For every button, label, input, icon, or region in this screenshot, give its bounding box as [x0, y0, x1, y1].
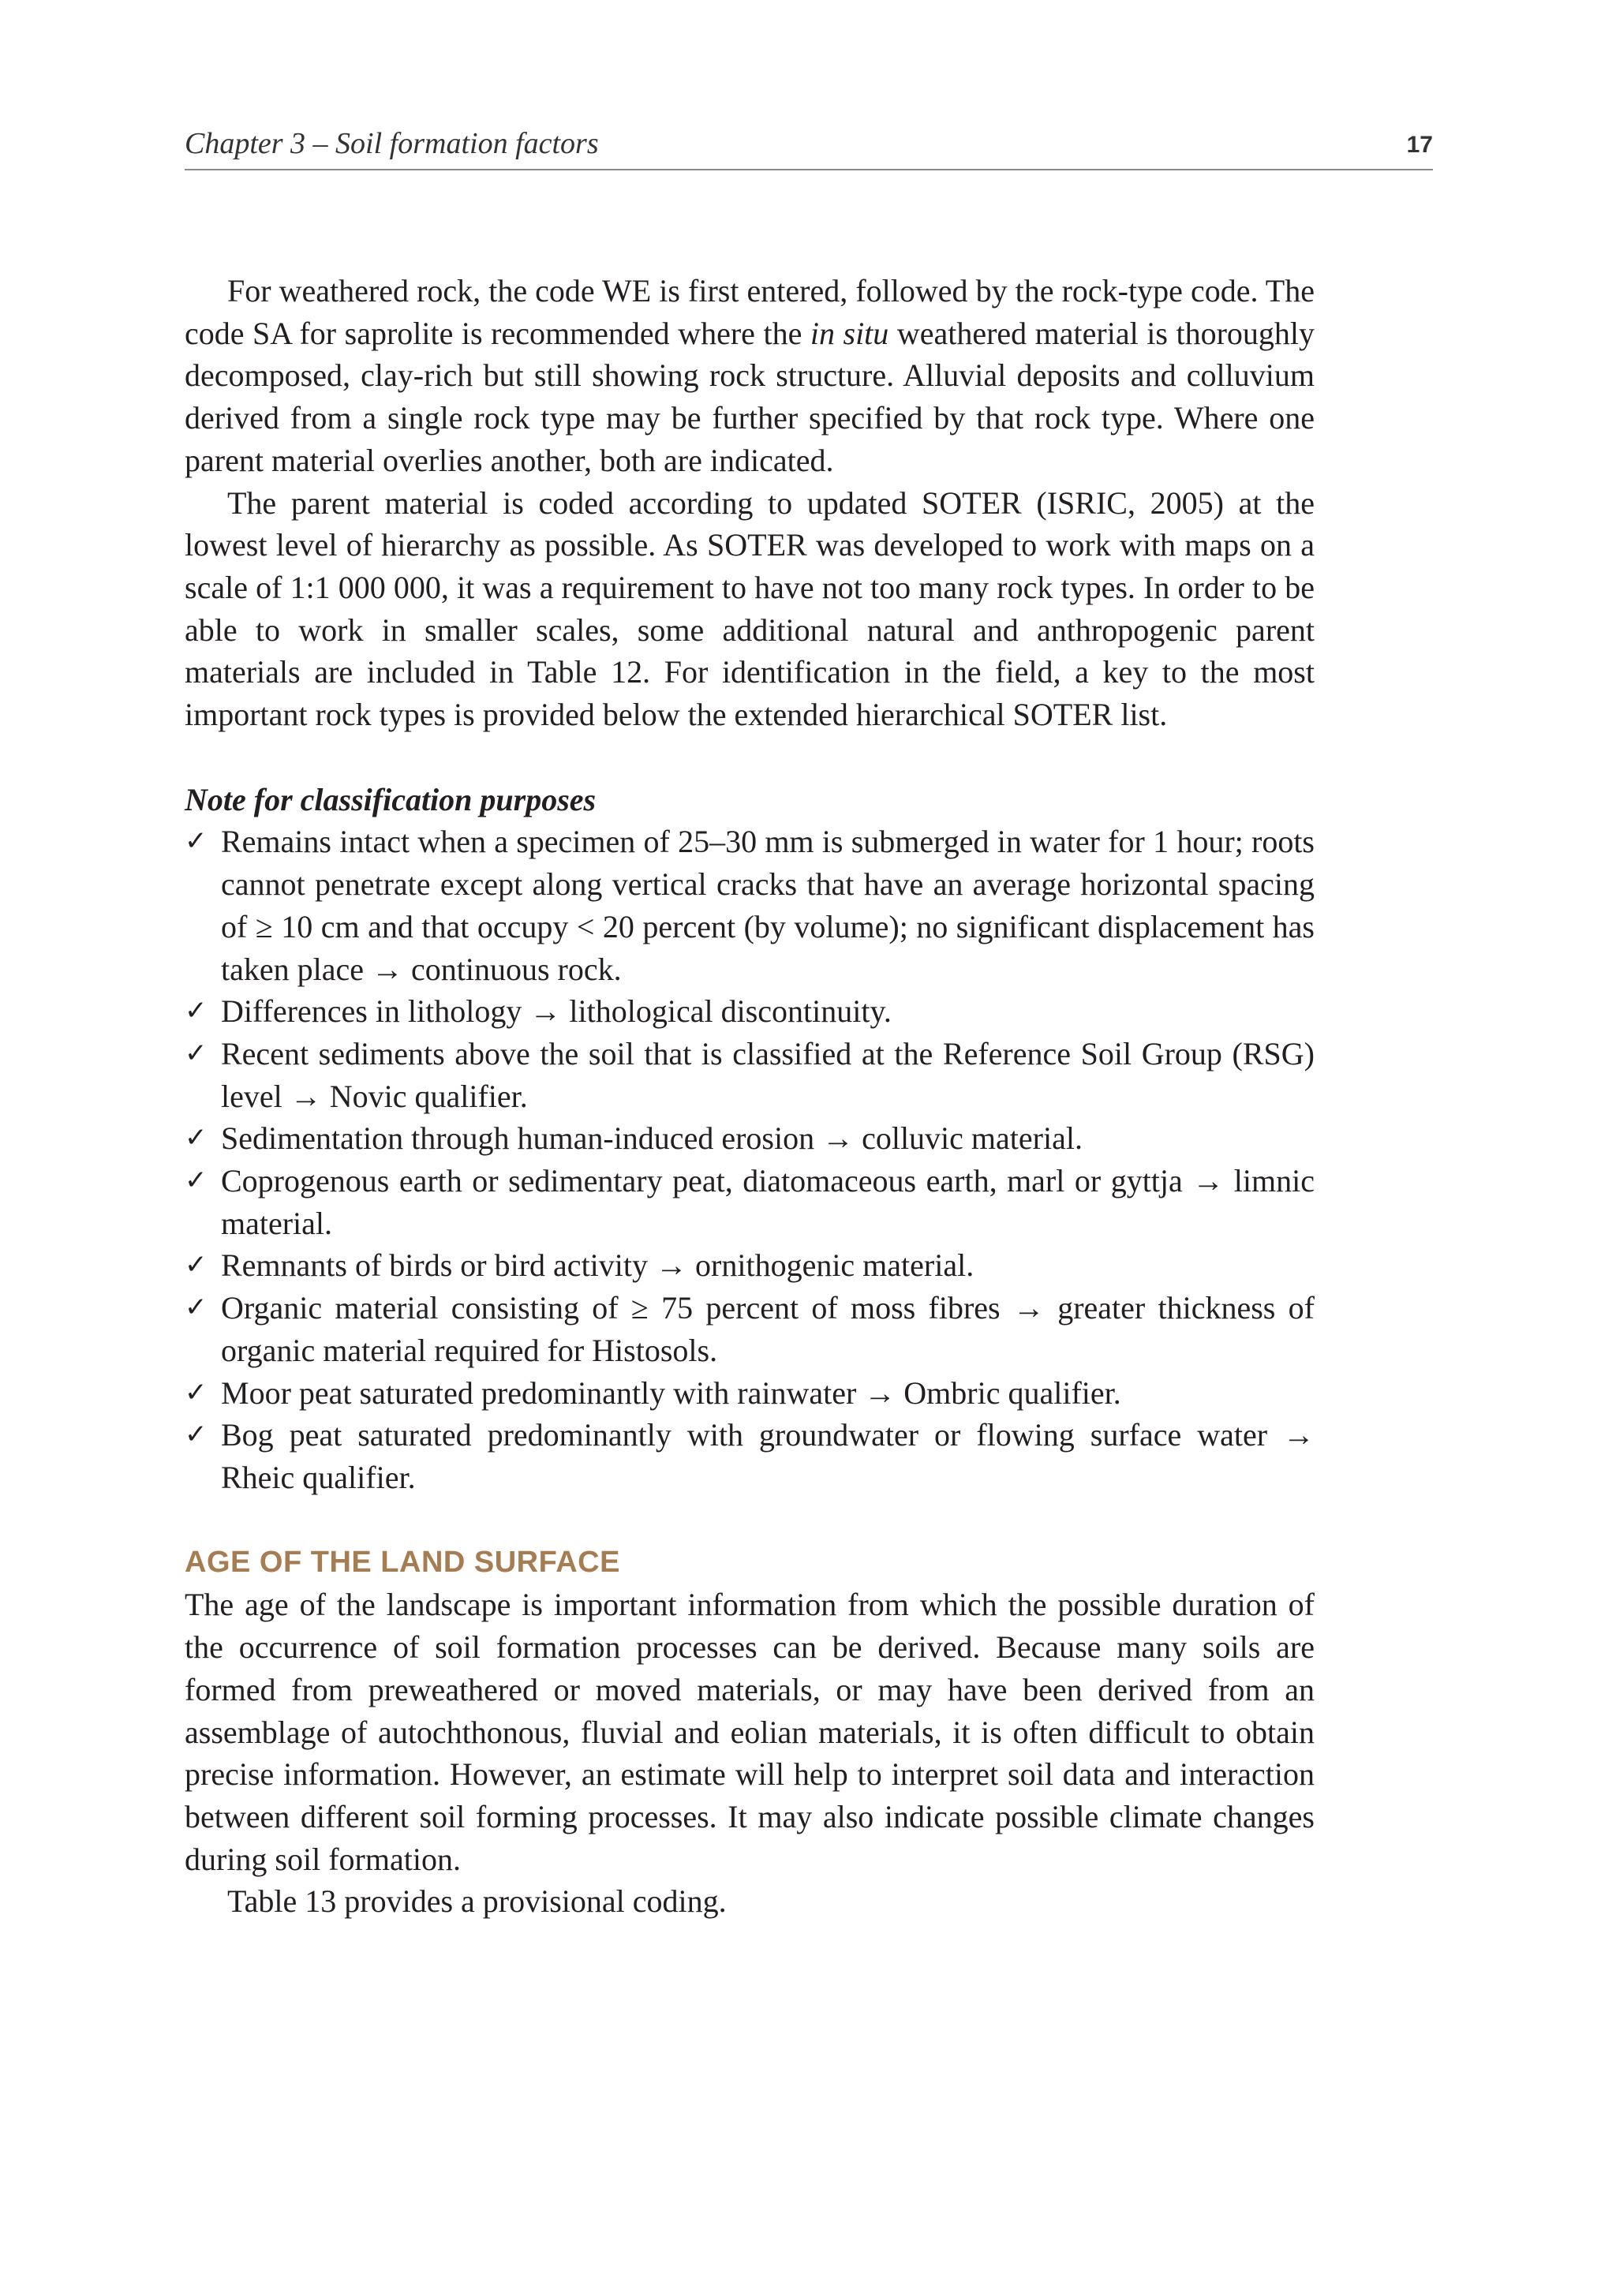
italic-term: in situ — [810, 315, 889, 351]
note-item — [185, 1244, 1315, 1287]
checkmark-icon: ✓ — [185, 1249, 208, 1281]
note-item-text: Sedimentation through human-induced erosion → colluvic material. — [221, 1120, 1083, 1157]
note-item — [185, 1117, 1315, 1160]
note-item-text: Bog peat saturated predominantly with groundwater or flowing surface water → Rheic qualifier. — [221, 1417, 1315, 1495]
note-item — [185, 1287, 1315, 1371]
checkmark-icon: ✓ — [185, 1037, 208, 1069]
page-number: 17 — [1406, 132, 1433, 158]
checkmark-icon: ✓ — [185, 825, 208, 858]
note-item — [185, 821, 1315, 990]
note-heading: Note for classification purposes — [185, 781, 597, 817]
note-item — [185, 1160, 1315, 1244]
section-heading: AGE OF THE LAND SURFACE — [185, 1545, 620, 1579]
note-item-text: Coprogenous earth or sedimentary peat, diatomaceous earth, marl or gyttja → limnic material. — [221, 1163, 1315, 1241]
note-item-text: Differences in lithology → lithological discontinuity. — [221, 993, 892, 1030]
paragraph-table-ref: Table 13 provides a provisional coding. — [227, 1883, 727, 1920]
note-item-text: Remnants of birds or bird activity → ornithogenic material. — [221, 1247, 974, 1284]
paragraph-text: For weathered rock, the code WE is first entered, followed by the rock-type code. The code SA for saprolite is recommended where the — [185, 273, 1315, 351]
running-title: Chapter 3 – Soil formation factors — [185, 127, 599, 160]
note-list — [185, 821, 1315, 1498]
checkmark-icon: ✓ — [185, 1376, 208, 1408]
paragraph-text: weathered material is thoroughly decomposed, clay-rich but still showing rock structure. Alluvial deposits and colluvium derived from a single rock type may be further specified by that rock type. Where one parent material overlies another, both are indicated. — [185, 315, 1315, 478]
paragraph-weathered-rock — [185, 270, 1315, 482]
paragraph-land-age: The age of the landscape is important information from which the possible duration of the occurrence of soil formation processes can be derived. Because many soils are formed from preweathered or moved materials, or may have been derived from an assemblage of autochthonous, fluvial and eolian materials, it is often difficult to obtain precise information. However, an estimate will help to interpret soil data and interaction between different soil forming processes. It may also indicate possible climate changes during soil formation. — [185, 1587, 1315, 1877]
spacer — [185, 736, 1315, 779]
paragraph-soter-coding: The parent material is coded according to updated SOTER (ISRIC, 2005) at the lowest level of hierarchy as possible. As SOTER was developed to work with maps on a scale of 1:1 000 000, it was a requirement to have not too many rock types. In order to be able to work in smaller scales, some additional natural and anthropogenic parent materials are included in Table 12. For identification in the field, a key to the most important rock types is provided below the extended hierarchical SOTER list. — [185, 484, 1315, 733]
note-item — [185, 1414, 1315, 1498]
note-item — [185, 1033, 1315, 1117]
spacer — [185, 1499, 1315, 1542]
note-item — [185, 990, 1315, 1033]
note-item-text: Organic material consisting of ≥ 75 percent of moss fibres → greater thickness of organic material required for Histosols. — [221, 1290, 1315, 1368]
page-body — [185, 270, 1315, 1923]
checkmark-icon: ✓ — [185, 1292, 208, 1324]
checkmark-icon: ✓ — [185, 1165, 208, 1197]
note-item-text: Remains intact when a specimen of 25–30 mm is submerged in water for 1 hour; roots cannot penetrate except along vertical cracks that have an average horizontal spacing of ≥ 10 cm and that occupy < 20 percent (by volume); no significant displacement has taken place → continuous rock. — [221, 824, 1315, 987]
checkmark-icon: ✓ — [185, 1419, 208, 1451]
page-header — [185, 125, 1433, 170]
checkmark-icon: ✓ — [185, 995, 208, 1027]
note-item-text: Moor peat saturated predominantly with rainwater → Ombric qualifier. — [221, 1374, 1121, 1411]
note-item — [185, 1372, 1315, 1415]
checkmark-icon: ✓ — [185, 1122, 208, 1154]
note-item-text: Recent sediments above the soil that is classified at the Reference Soil Group (RSG) level → Novic qualifier. — [221, 1035, 1315, 1114]
